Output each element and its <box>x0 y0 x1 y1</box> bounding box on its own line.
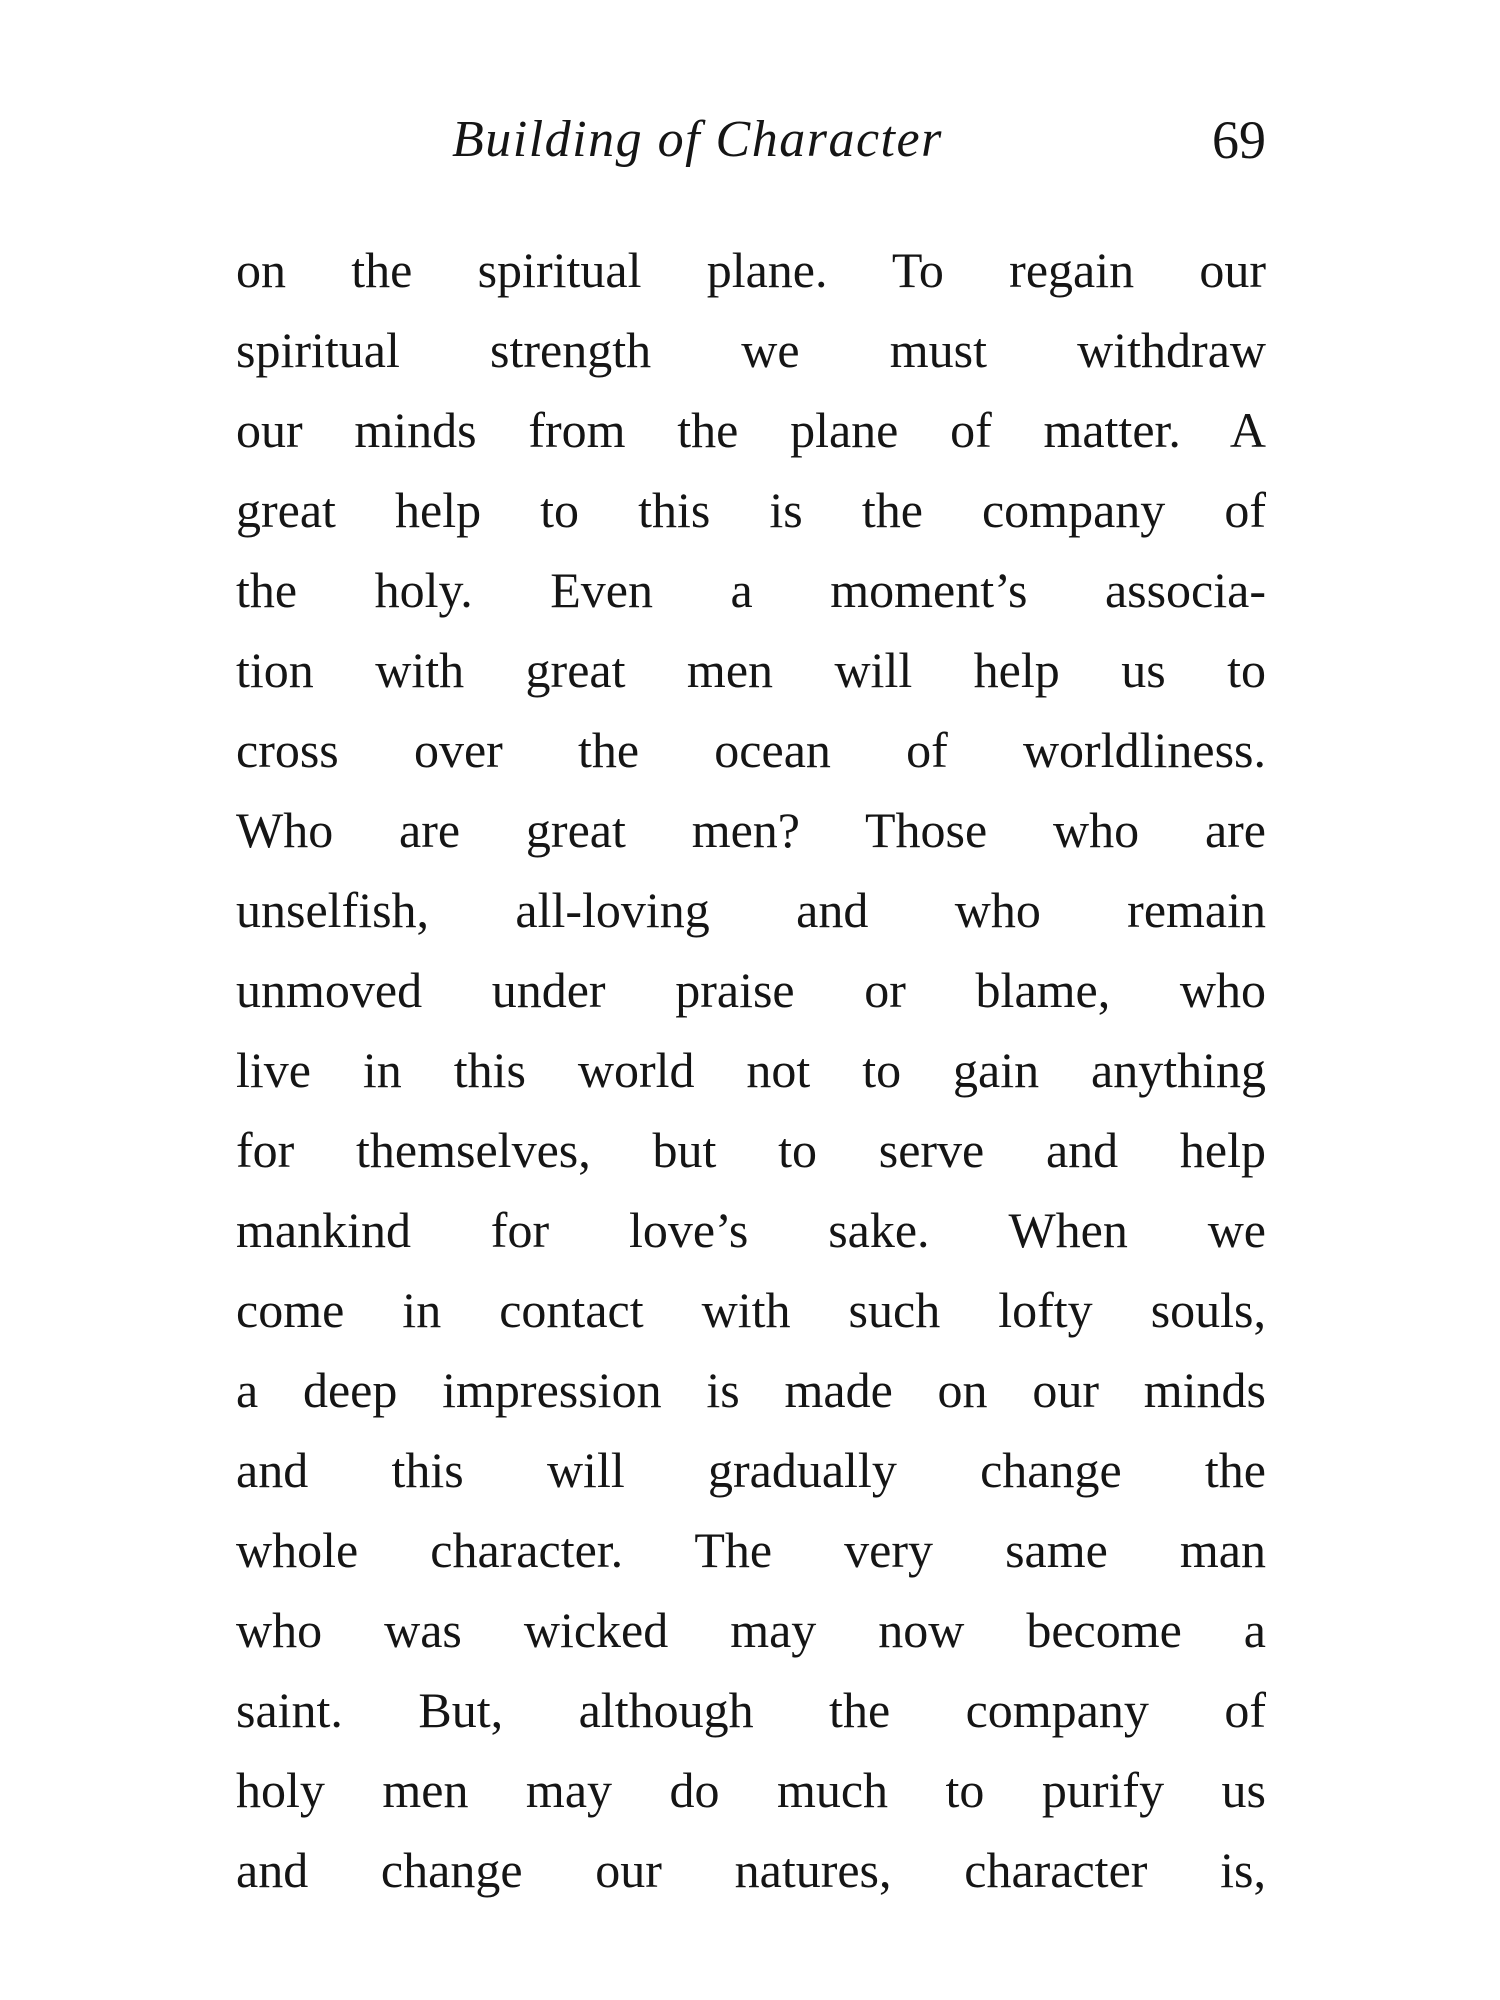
text-line: a deep impression is made on our minds <box>236 1362 1266 1418</box>
text-line: for themselves, but to serve and help <box>236 1122 1266 1178</box>
text-line: whole character. The very same man <box>236 1522 1266 1578</box>
text-line: mankind for love’s sake. When we <box>236 1202 1266 1258</box>
body-text <box>236 230 1266 1910</box>
text-line: Who are great men? Those who are <box>236 802 1266 858</box>
text-line: and this will gradually change the <box>236 1442 1266 1498</box>
text-line: great help to this is the company of <box>236 482 1266 538</box>
text-line: unmoved under praise or blame, who <box>236 962 1266 1018</box>
text-line: cross over the ocean of worldliness. <box>236 722 1266 778</box>
text-line: our minds from the plane of matter. A <box>236 402 1266 458</box>
text-line: holy men may do much to purify us <box>236 1762 1266 1818</box>
text-line: saint. But, although the company of <box>236 1682 1266 1738</box>
text-line: unselfish, all-loving and who remain <box>236 882 1266 938</box>
text-line: live in this world not to gain anything <box>236 1042 1266 1098</box>
text-line: spiritual strength we must withdraw <box>236 322 1266 378</box>
text-line: come in contact with such lofty souls, <box>236 1282 1266 1338</box>
page-number: 69 <box>1212 110 1266 170</box>
text-line: who was wicked may now become a <box>236 1602 1266 1658</box>
text-line: on the spiritual plane. To regain our <box>236 242 1266 298</box>
running-title: Building of Character <box>452 111 943 168</box>
text-line: and change our natures, character is, <box>236 1842 1266 1898</box>
text-line: the holy. Even a moment’s associa- <box>236 562 1266 618</box>
running-head <box>236 100 1266 180</box>
text-line: tion with great men will help us to <box>236 642 1266 698</box>
